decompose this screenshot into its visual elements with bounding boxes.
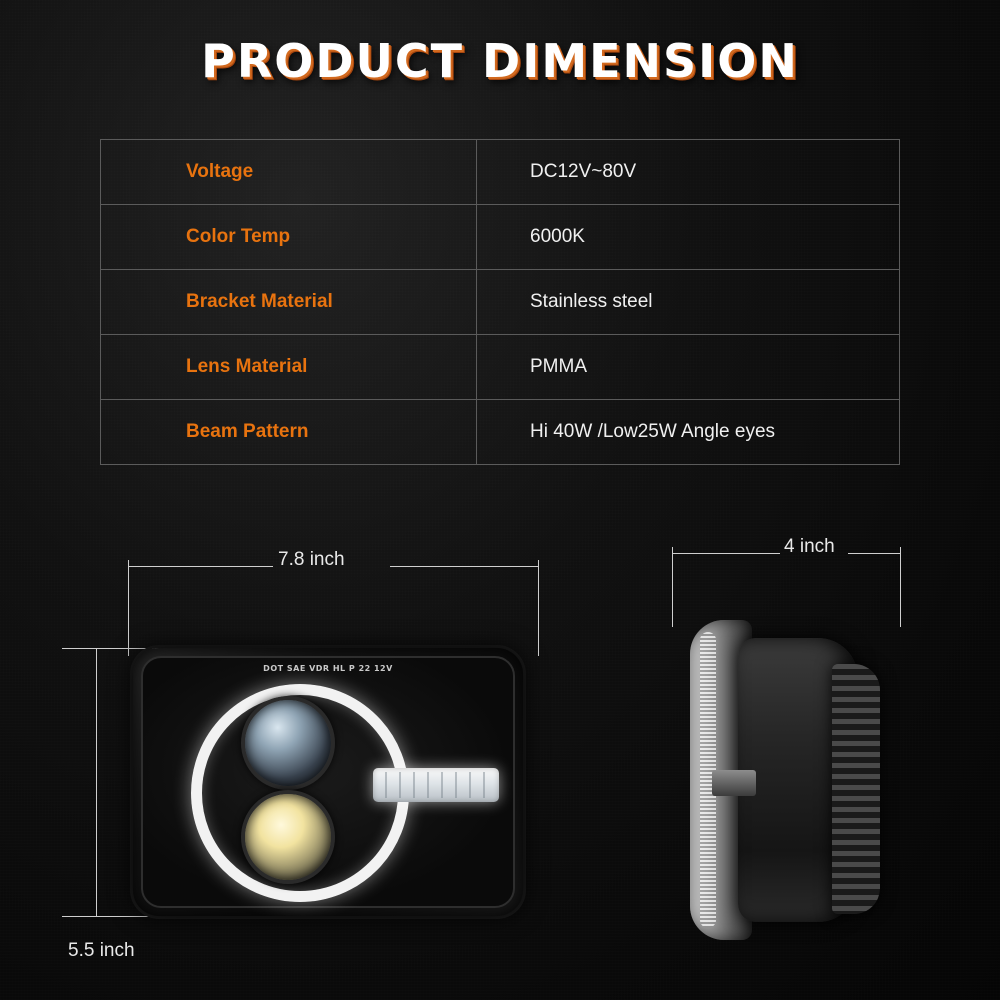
dimension-line-front-height-top xyxy=(62,648,162,649)
projector-lens-high-beam xyxy=(241,696,335,790)
spec-label: Lens Material xyxy=(101,335,477,400)
lens-etching-text: DOT SAE VDR HL P 22 12V xyxy=(263,664,393,673)
spec-value: Hi 40W /Low25W Angle eyes xyxy=(477,400,900,465)
dimension-line-front-width-left xyxy=(128,566,273,567)
page-title: PRODUCT DIMENSION xyxy=(201,34,799,88)
mounting-tab xyxy=(712,770,756,796)
table-row xyxy=(101,140,900,205)
dimension-line-side-width-left xyxy=(672,553,780,554)
table-row xyxy=(101,270,900,335)
headlight-front-view xyxy=(133,648,523,916)
dimension-line-front-height-bottom xyxy=(62,916,162,917)
dimension-label-front-height: 5.5 inch xyxy=(68,940,135,961)
spec-value: PMMA xyxy=(477,335,900,400)
dimension-label-front-width: 7.8 inch xyxy=(278,549,345,570)
dimension-line-side-width-right xyxy=(848,553,900,554)
heat-sink-fins xyxy=(832,664,880,914)
table-row xyxy=(101,205,900,270)
dimension-label-side-width: 4 inch xyxy=(784,536,835,557)
dimension-tick-front-left xyxy=(128,560,129,656)
dimension-tick-side-right xyxy=(900,547,901,627)
table-row xyxy=(101,400,900,465)
drl-light-bar xyxy=(373,768,499,802)
spec-label: Beam Pattern xyxy=(101,400,477,465)
spec-value: 6000K xyxy=(477,205,900,270)
spec-value: Stainless steel xyxy=(477,270,900,335)
spec-label: Color Temp xyxy=(101,205,477,270)
specification-table xyxy=(100,139,900,465)
headlight-side-view xyxy=(690,620,885,940)
spec-label: Voltage xyxy=(101,140,477,205)
dimension-tick-front-vertical xyxy=(96,648,97,916)
dimension-tick-side-left xyxy=(672,547,673,627)
table-row xyxy=(101,335,900,400)
dimension-tick-front-right xyxy=(538,560,539,656)
spec-label: Bracket Material xyxy=(101,270,477,335)
dimension-line-front-width-right xyxy=(390,566,538,567)
spec-value: DC12V~80V xyxy=(477,140,900,205)
projector-lens-low-beam xyxy=(241,790,335,884)
